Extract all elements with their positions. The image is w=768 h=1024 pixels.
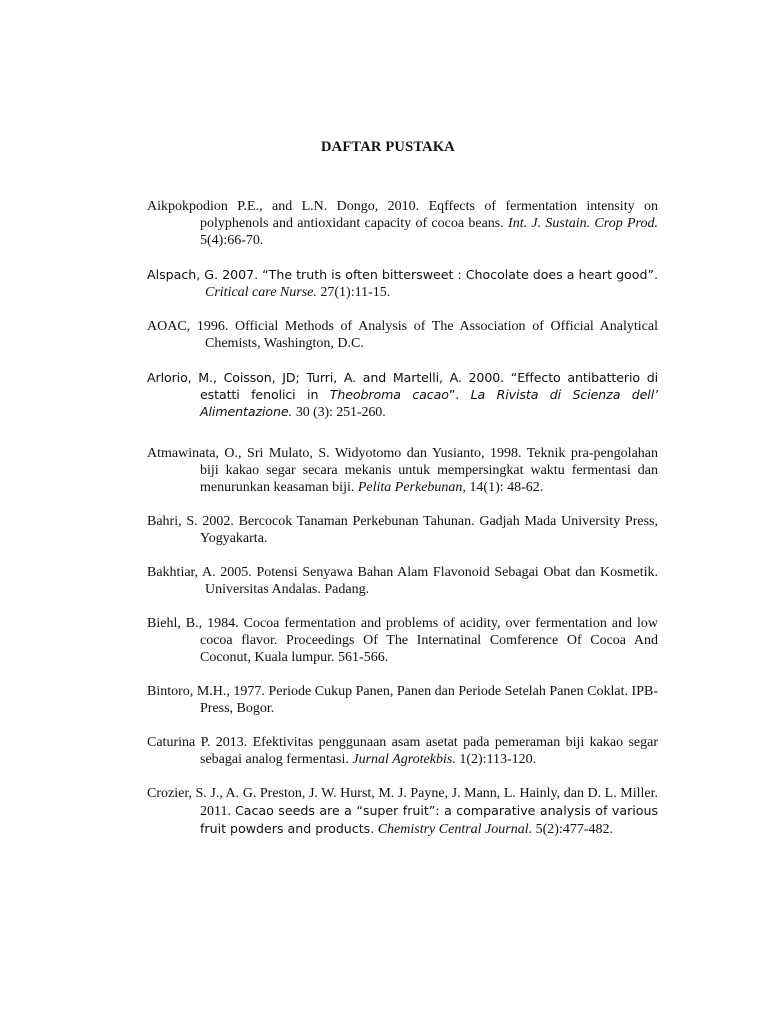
reference-text: Bahri, S. 2002. Bercocok Tanaman Perkebunan Tahunan. Gadjah Mada University Press, Yogyakarta. <box>147 514 658 546</box>
reference-item <box>147 564 658 598</box>
reference-text: Caturina P. 2013. Efektivitas penggunaan asam asetat pada pemeraman biji kakao segar sebagai analog fermentasi. <box>147 735 658 767</box>
reference-citation: 27(1):11-15. <box>316 285 391 300</box>
reference-item <box>147 615 658 666</box>
journal-name: Chemistry Central Journal. <box>374 822 533 837</box>
page-title: DAFTAR PUSTAKA <box>321 139 455 155</box>
reference-article-title: Cacao seeds are a “super fruit”: a comparative analysis of various fruit powders and products. <box>200 803 659 836</box>
reference-item <box>147 369 658 421</box>
reference-text: Bakhtiar, A. 2005. Potensi Senyawa Bahan Alam Flavonoid Sebagai Obat dan Kosmetik. Universitas Andalas. Padang. <box>147 565 658 597</box>
journal-name: Pelita Perkebunan <box>357 480 463 495</box>
reference-item <box>147 734 658 768</box>
reference-text: Bintoro, M.H., 1977. Periode Cukup Panen, Panen dan Periode Setelah Panen Coklat. IPB-Press, Bogor. <box>147 684 658 716</box>
reference-text: AOAC, 1996. Official Methods of Analysis of The Association of Official Analytical Chemists, Washington, D.C. <box>147 319 658 351</box>
reference-text-mid: ”. <box>448 387 471 402</box>
reference-citation: , 14(1): 48-62. <box>462 480 544 495</box>
journal-name: La Rivista di Scienza dell’ Alimentazione. <box>200 387 659 419</box>
journal-name: Jurnal Agrotekbis. <box>352 752 456 767</box>
reference-citation: 30 (3): 251-260. <box>292 405 386 420</box>
reference-text: Atmawinata, O., Sri Mulato, S. Widyotomo dan Yusianto, 1998. Teknik pra-pengolahan biji kakao segar secara mekanis untuk mempersingkat waktu fermentasi dan menurunkan keasaman biji. <box>147 446 658 495</box>
reference-text: Biehl, B., 1984. Cocoa fermentation and problems of acidity, over fermentation and low cocoa flavor. Proceedings Of The Internatinal Comference Of Cocoa And Coconut, Kuala lumpur. 561-566. <box>147 616 658 665</box>
reference-item <box>147 683 658 717</box>
reference-item <box>147 445 658 496</box>
reference-item <box>147 785 658 838</box>
reference-text: Crozier, S. J., A. G. Preston, J. W. Hurst, M. J. Payne, J. Mann, L. Hainly, dan D. L. Miller. 2011. <box>147 786 658 819</box>
reference-item <box>147 266 658 301</box>
journal-name: Int. J. Sustain. Crop Prod. <box>508 216 658 231</box>
reference-text: Alspach, G. 2007. “The truth is often bittersweet : Chocolate does a heart good”. <box>147 267 658 282</box>
reference-citation: 1(2):113-120. <box>455 752 537 767</box>
reference-item <box>147 198 658 249</box>
reference-item <box>147 513 658 547</box>
reference-item <box>147 318 658 352</box>
journal-name: Critical care Nurse. <box>205 285 317 300</box>
species-name: Theobroma cacao <box>329 387 449 402</box>
reference-citation: 5(2):477-482. <box>532 822 613 837</box>
reference-text: Arlorio, M., Coisson, JD; Turri, A. and Martelli, A. 2000. “Effecto antibatterio di estatti fenolici in <box>147 370 658 402</box>
reference-citation: 5(4):66-70. <box>200 233 264 248</box>
reference-text: Aikpokpodion P.E., and L.N. Dongo, 2010. Eqffects of fermentation intensity on polyphenols and antioxidant capacity of cocoa beans. <box>147 199 658 231</box>
reference-list <box>147 198 658 855</box>
